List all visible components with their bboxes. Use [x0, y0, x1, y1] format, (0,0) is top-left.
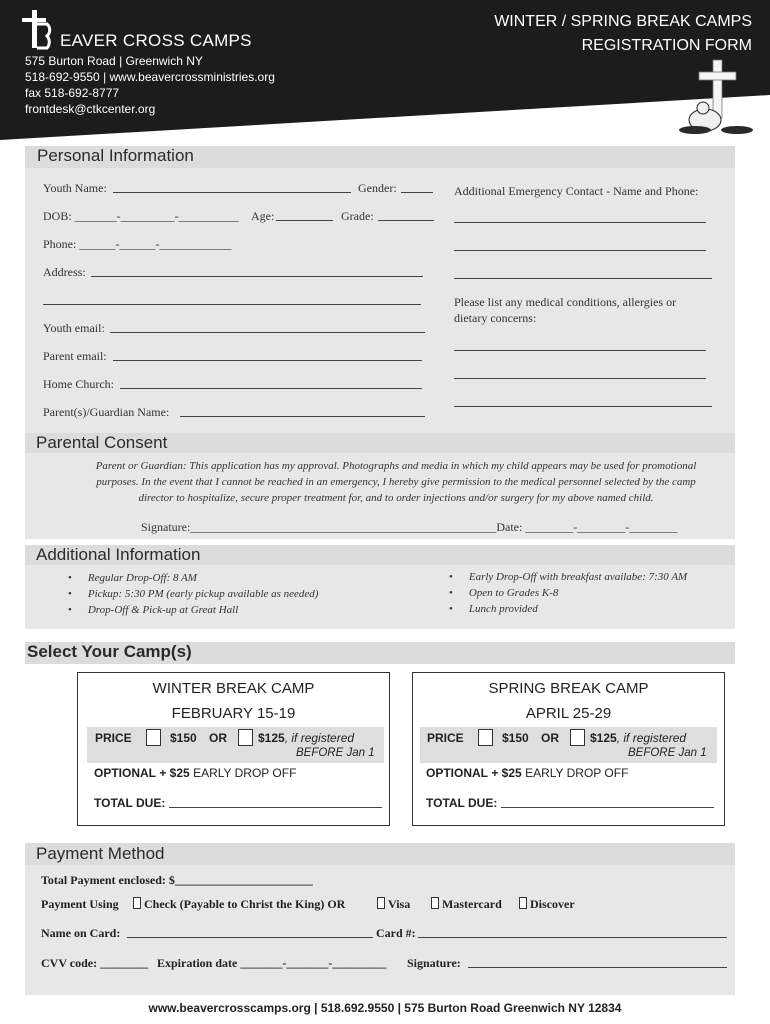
emergency-contact-label: Additional Emergency Contact - Name and Phone:: [454, 184, 699, 198]
list-item: • Lunch provided: [449, 603, 538, 615]
payment-using-label: Payment Using: [41, 897, 119, 911]
address: 575 Burton Road | Greenwich NY: [25, 54, 203, 68]
card-number-label: Card #:: [376, 926, 416, 940]
winter-price-label: PRICE: [95, 731, 132, 745]
youth-email-field[interactable]: [110, 332, 425, 333]
winter-before-date: BEFORE Jan 1: [296, 747, 375, 759]
mastercard-label: Mastercard: [442, 897, 502, 911]
age-field[interactable]: [276, 220, 333, 221]
dob-field[interactable]: DOB: _______-_________-__________: [43, 209, 239, 223]
consent-text-line3: director to hospitalize, secure proper treatment for, and to order injections and/or surgery for my above named child.: [138, 492, 654, 504]
mastercard-checkbox[interactable]: [431, 897, 439, 909]
spring-camp-dates: APRIL 25-29: [525, 705, 612, 722]
address-field-line1[interactable]: [91, 276, 423, 277]
gender-field[interactable]: [401, 192, 433, 193]
form-title-line2: REGISTRATION FORM: [581, 37, 752, 54]
payment-title: Payment Method: [36, 844, 165, 863]
winter-total-due-field[interactable]: [169, 807, 382, 808]
consent-text-line1: Parent or Guardian: This application has my approval. Photographs and media in which my child appears may be used for promotional: [95, 460, 697, 472]
medical-label-line2: dietary concerns:: [454, 311, 537, 325]
winter-price-150-checkbox[interactable]: [146, 729, 161, 746]
emergency-contact-field-3[interactable]: [454, 278, 712, 279]
personal-info-title: Personal Information: [37, 146, 194, 165]
spring-price-label: PRICE: [427, 731, 464, 745]
discover-label: Discover: [530, 897, 575, 911]
parent-email-field[interactable]: [113, 360, 422, 361]
total-enclosed-field[interactable]: Total Payment enclosed: $_______________________: [41, 873, 313, 887]
spring-price-150: $150: [502, 731, 529, 745]
spring-optional: OPTIONAL + $25 EARLY DROP OFF: [426, 766, 629, 780]
guardian-name-field[interactable]: [180, 416, 425, 417]
winter-camp-dates: FEBRUARY 15-19: [171, 705, 296, 722]
beaver-cross-logo-icon: [22, 10, 62, 52]
additional-left-list: [68, 572, 318, 620]
age-label: Age:: [251, 209, 275, 223]
address-label: Address:: [43, 265, 86, 279]
consent-signature-field[interactable]: Signature:___________________________________________________Date: ________-________-________: [141, 520, 678, 534]
form-title-line1: WINTER / SPRING BREAK CAMPS: [494, 13, 752, 30]
youth-email-label: Youth email:: [43, 321, 105, 335]
cross-beaver-illustration: [675, 58, 760, 138]
parent-email-label: Parent email:: [43, 349, 107, 363]
address-field-line2[interactable]: [43, 304, 421, 305]
check-option-label: Check (Payable to Christ the King) OR: [144, 897, 346, 911]
camps-title: Select Your Camp(s): [27, 642, 192, 661]
phone-field[interactable]: Phone: ______-______-____________: [43, 237, 232, 251]
additional-info-title: Additional Information: [36, 545, 201, 564]
medical-field-3[interactable]: [454, 406, 712, 407]
name-on-card-label: Name on Card:: [41, 926, 121, 940]
spring-total-due-label: TOTAL DUE:: [426, 796, 498, 810]
consent-title: Parental Consent: [36, 433, 168, 452]
payment-panel: [25, 843, 735, 995]
grade-label: Grade:: [341, 209, 374, 223]
visa-checkbox[interactable]: [377, 897, 385, 909]
home-church-field[interactable]: [120, 388, 422, 389]
phone-web: 518-692-9550 | www.beavercrossministries.org: [25, 70, 275, 84]
discover-checkbox[interactable]: [519, 897, 527, 909]
spring-price-125-text: $125, if registered: [590, 731, 687, 745]
gender-label: Gender:: [358, 181, 397, 195]
emergency-contact-field-1[interactable]: [454, 222, 706, 223]
expiration-field[interactable]: Expiration date _______-_______-_________: [157, 956, 387, 970]
winter-price-125-text: $125, if registered: [258, 731, 355, 745]
winter-or: OR: [209, 731, 227, 745]
spring-total-due-field[interactable]: [501, 807, 714, 808]
spring-camp-name: SPRING BREAK CAMP: [488, 680, 649, 697]
spring-before-date: BEFORE Jan 1: [628, 747, 707, 759]
winter-optional: OPTIONAL + $25 EARLY DROP OFF: [94, 766, 297, 780]
youth-name-label: Youth Name:: [43, 181, 107, 195]
logo-text: EAVER CROSS CAMPS: [60, 31, 252, 50]
winter-total-due-label: TOTAL DUE:: [94, 796, 166, 810]
medical-field-1[interactable]: [454, 350, 706, 351]
spring-price-125-checkbox[interactable]: [570, 729, 585, 746]
fax: fax 518-692-8777: [25, 86, 120, 100]
additional-right-list: [449, 571, 687, 619]
list-item: • Open to Grades K-8: [449, 587, 559, 599]
check-checkbox[interactable]: [133, 897, 141, 909]
cvv-field[interactable]: CVV code: ________: [41, 956, 149, 970]
winter-price-150: $150: [170, 731, 197, 745]
winter-camp-name: WINTER BREAK CAMP: [152, 680, 315, 697]
list-item: • Pickup: 5:30 PM (early pickup available as needed): [68, 588, 319, 600]
payment-signature-label: Signature:: [407, 956, 461, 970]
medical-field-2[interactable]: [454, 378, 706, 379]
name-on-card-field[interactable]: [127, 937, 373, 938]
home-church-label: Home Church:: [43, 377, 114, 391]
email: frontdesk@ctkcenter.org: [25, 102, 156, 116]
grade-field[interactable]: [378, 220, 434, 221]
medical-label-line1: Please list any medical conditions, allergies or: [454, 295, 677, 309]
list-item: • Regular Drop-Off: 8 AM: [68, 572, 197, 584]
spring-or: OR: [541, 731, 559, 745]
list-item: • Early Drop-Off with breakfast availabe: 7:30 AM: [449, 571, 688, 583]
footer-contact: www.beavercrosscamps.org | 518.692.9550 | 575 Burton Road Greenwich NY 12834: [148, 1001, 622, 1015]
card-number-field[interactable]: [418, 937, 727, 938]
consent-text-line2: purposes. In the event that I cannot be reached in an emergency, I hereby give permission to the medical personnel selected by the camp: [96, 476, 696, 488]
emergency-contact-field-2[interactable]: [454, 250, 706, 251]
payment-signature-field[interactable]: [468, 967, 727, 968]
visa-label: Visa: [388, 897, 411, 911]
spring-price-150-checkbox[interactable]: [478, 729, 493, 746]
youth-name-field[interactable]: [113, 192, 351, 193]
header: [0, 0, 770, 150]
winter-price-125-checkbox[interactable]: [238, 729, 253, 746]
list-item: • Drop-Off & Pick-up at Great Hall: [68, 604, 239, 616]
guardian-name-label: Parent(s)/Guardian Name:: [43, 405, 170, 419]
